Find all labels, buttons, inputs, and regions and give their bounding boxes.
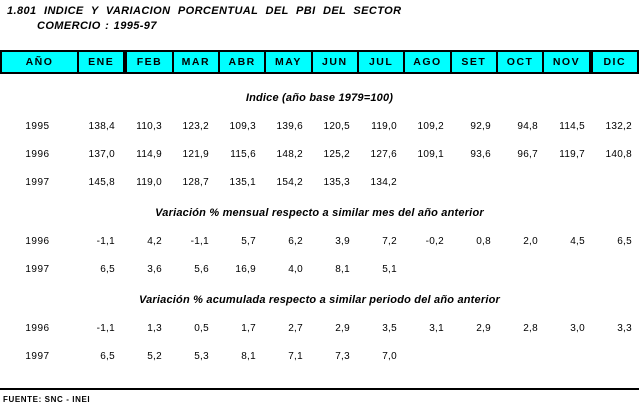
- value-cell: 115,6: [230, 149, 256, 160]
- value-cell: 119,0: [371, 121, 397, 132]
- value-cell: [592, 350, 639, 363]
- value-cell: 4,0: [288, 264, 303, 275]
- value-cell: [404, 176, 451, 189]
- column-header-set: SET: [450, 52, 496, 72]
- value-cell: 3,0: [570, 323, 585, 334]
- value-cell: 109,3: [229, 121, 256, 132]
- value-cell: 96,7: [517, 149, 538, 160]
- value-cell: -0,2: [425, 236, 444, 247]
- table-row: [0, 350, 639, 363]
- value-cell: 0,5: [194, 323, 209, 334]
- value-cell: 110,3: [136, 121, 162, 132]
- value-cell: [404, 263, 451, 276]
- year-cell: 1996: [25, 323, 50, 334]
- value-cell: 7,3: [335, 351, 350, 362]
- value-cell: 125,2: [323, 149, 350, 160]
- value-cell: 5,6: [194, 264, 209, 275]
- value-cell: 7,2: [382, 236, 397, 247]
- value-cell: 8,1: [335, 264, 350, 275]
- value-cell: 132,2: [605, 121, 632, 132]
- year-cell: 1995: [25, 121, 50, 132]
- title-line-2: COMERCIO : 1995-97: [37, 20, 157, 32]
- value-cell: 123,2: [182, 121, 209, 132]
- year-cell: 1996: [25, 149, 50, 160]
- value-cell: 3,3: [617, 323, 632, 334]
- year-cell: 1997: [25, 177, 50, 188]
- column-header-jul: JUL: [357, 52, 403, 72]
- column-header-ago: AGO: [403, 52, 449, 72]
- column-header-ene: ENE: [77, 52, 123, 72]
- value-cell: 6,5: [100, 351, 115, 362]
- value-cell: 140,8: [605, 149, 632, 160]
- column-header-feb: FEB: [123, 52, 171, 72]
- value-cell: [498, 263, 545, 276]
- value-cell: 5,2: [147, 351, 162, 362]
- footer: [0, 388, 639, 404]
- value-cell: 92,9: [470, 121, 491, 132]
- table-row: [0, 148, 639, 161]
- value-cell: 2,9: [476, 323, 491, 334]
- value-cell: 139,6: [276, 121, 303, 132]
- table-row: [0, 322, 639, 335]
- year-cell: 1997: [25, 264, 50, 275]
- value-cell: [592, 263, 639, 276]
- value-cell: 2,9: [335, 323, 350, 334]
- value-cell: [404, 350, 451, 363]
- value-cell: 5,1: [382, 264, 397, 275]
- value-cell: 119,0: [136, 177, 162, 188]
- value-cell: 128,7: [182, 177, 209, 188]
- value-cell: 3,1: [429, 323, 444, 334]
- value-cell: -1,1: [190, 236, 209, 247]
- table-header-row: [0, 50, 639, 74]
- value-cell: [545, 350, 592, 363]
- value-cell: 94,8: [517, 121, 538, 132]
- column-header-may: MAY: [264, 52, 310, 72]
- value-cell: 7,0: [382, 351, 397, 362]
- year-cell: 1996: [25, 236, 50, 247]
- value-cell: 2,8: [523, 323, 538, 334]
- column-header-nov: NOV: [542, 52, 588, 72]
- value-cell: 93,6: [470, 149, 491, 160]
- column-header-mar: MAR: [172, 52, 218, 72]
- value-cell: 4,5: [570, 236, 585, 247]
- value-cell: 138,4: [88, 121, 115, 132]
- column-header-año: AÑO: [0, 52, 77, 72]
- column-header-jun: JUN: [311, 52, 357, 72]
- table-content: [0, 50, 639, 363]
- value-cell: 5,3: [194, 351, 209, 362]
- value-cell: 2,0: [523, 236, 538, 247]
- value-cell: 3,5: [382, 323, 397, 334]
- column-header-dic: DIC: [589, 52, 639, 72]
- value-cell: [592, 176, 639, 189]
- section-heading: Variación % acumulada respecto a similar periodo del año anterior: [138, 294, 501, 306]
- value-cell: 137,0: [88, 149, 115, 160]
- value-cell: 6,5: [100, 264, 115, 275]
- value-cell: 0,8: [476, 236, 491, 247]
- value-cell: 1,3: [147, 323, 162, 334]
- value-cell: 148,2: [276, 149, 303, 160]
- title-line-1: 1.801 INDICE Y VARIACION PORCENTUAL DEL PBI DEL SECTOR: [7, 5, 402, 17]
- value-cell: -1,1: [96, 323, 115, 334]
- value-cell: [498, 176, 545, 189]
- sections: [0, 91, 639, 363]
- value-cell: 8,1: [241, 351, 256, 362]
- source-note: FUENTE: SNC - INEI: [3, 395, 91, 404]
- value-cell: 5,7: [241, 236, 256, 247]
- value-cell: 120,5: [323, 121, 350, 132]
- value-cell: 6,2: [288, 236, 303, 247]
- value-cell: 134,2: [370, 177, 397, 188]
- section-heading: Indice (año base 1979=100): [245, 92, 394, 104]
- value-cell: 119,7: [559, 149, 585, 160]
- value-cell: 114,9: [136, 149, 162, 160]
- value-cell: 3,9: [335, 236, 350, 247]
- table-row: [0, 235, 639, 248]
- table-row: [0, 263, 639, 276]
- value-cell: 135,1: [229, 177, 256, 188]
- value-cell: [451, 263, 498, 276]
- value-cell: 1,7: [241, 323, 256, 334]
- value-cell: 135,3: [323, 177, 350, 188]
- value-cell: 114,5: [559, 121, 585, 132]
- year-cell: 1997: [25, 351, 50, 362]
- value-cell: [451, 350, 498, 363]
- value-cell: 2,7: [288, 323, 303, 334]
- value-cell: [451, 176, 498, 189]
- table-row: [0, 176, 639, 189]
- value-cell: [545, 176, 592, 189]
- value-cell: 154,2: [276, 177, 303, 188]
- value-cell: 109,1: [417, 149, 444, 160]
- value-cell: 6,5: [617, 236, 632, 247]
- column-header-oct: OCT: [496, 52, 542, 72]
- section-heading: Variación % mensual respecto a similar mes del año anterior: [155, 207, 484, 219]
- value-cell: 127,6: [370, 149, 397, 160]
- table-row: [0, 120, 639, 133]
- value-cell: 16,9: [235, 264, 256, 275]
- value-cell: [545, 263, 592, 276]
- value-cell: [498, 350, 545, 363]
- value-cell: 3,6: [147, 264, 162, 275]
- column-header-abr: ABR: [218, 52, 264, 72]
- value-cell: 109,2: [417, 121, 444, 132]
- value-cell: 4,2: [147, 236, 162, 247]
- value-cell: 121,9: [182, 149, 209, 160]
- page-title: [7, 5, 401, 32]
- value-cell: 145,8: [88, 177, 115, 188]
- value-cell: -1,1: [96, 236, 115, 247]
- value-cell: 7,1: [288, 351, 303, 362]
